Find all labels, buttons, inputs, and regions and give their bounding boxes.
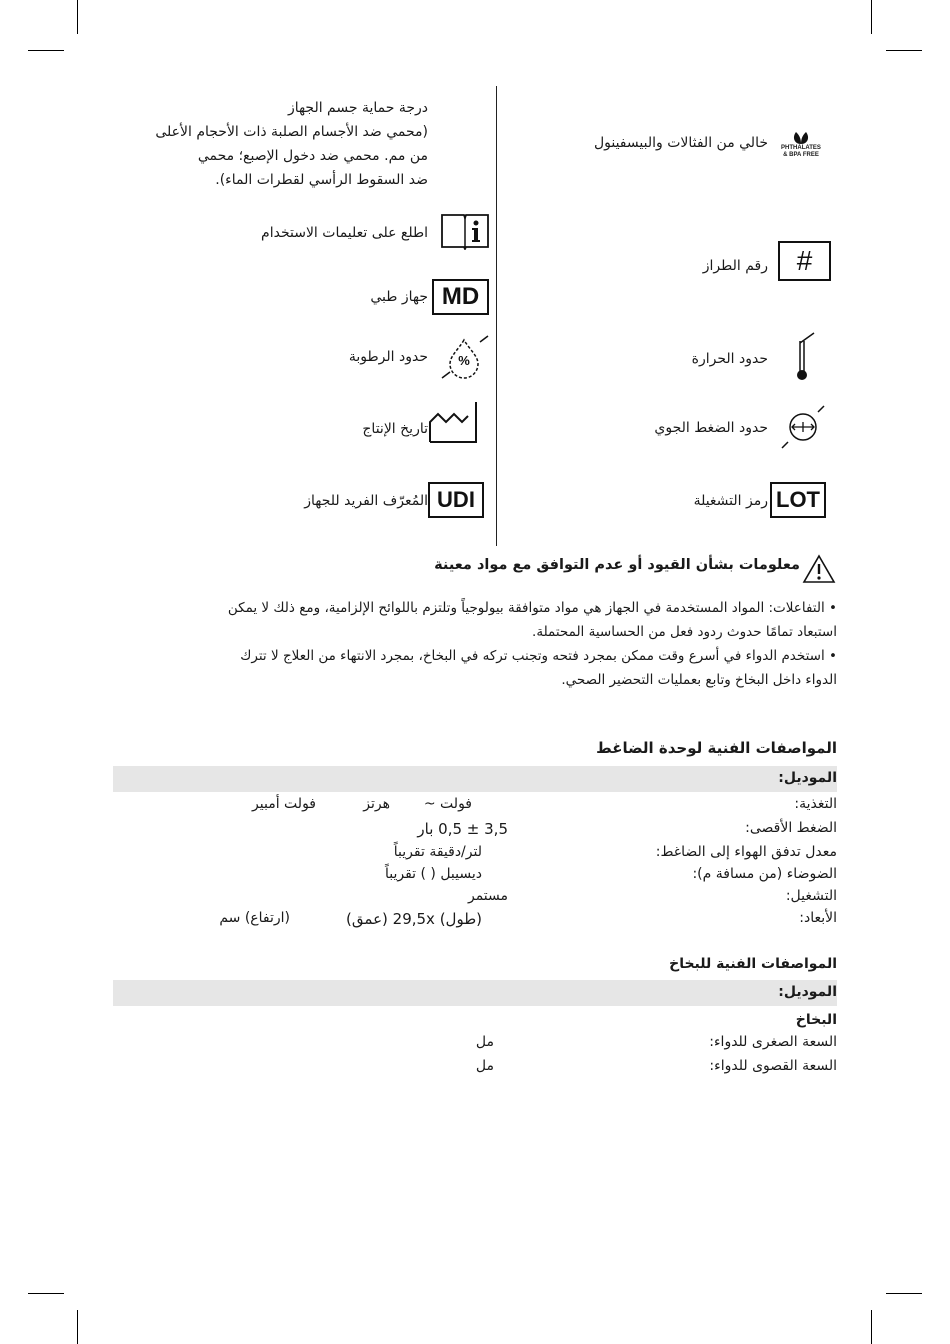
spec-value: (طول) 29,5x (عمق) xyxy=(346,910,482,928)
spec-value: مل xyxy=(475,1058,494,1074)
model-number-label: رقم الطراز xyxy=(702,258,768,274)
medical-device-label: جهاز طبي xyxy=(370,289,428,305)
spec-label: الضوضاء (من مسافة م): xyxy=(692,866,837,882)
manufacture-date-icon xyxy=(428,400,478,446)
nebulizer-subtitle: البخاخ xyxy=(795,1012,837,1028)
svg-text:%: % xyxy=(458,353,470,368)
compressor-specs-title: المواصفات الفنية لوحدة الضاغط xyxy=(596,739,837,757)
crop-mark xyxy=(871,0,872,34)
udi-icon: UDI xyxy=(428,482,484,518)
instructions-icon xyxy=(440,212,490,250)
warning-bullet-line: • التفاعلات: المواد المستخدمة في الجهاز هي مواد متوافقة بيولوجياً وتلتزم باللوائح الإلزامية، ومع ذلك لا يمكن xyxy=(227,600,837,616)
warning-icon xyxy=(802,554,836,584)
phthalates-free-icon xyxy=(776,126,826,162)
spec-label: الأبعاد: xyxy=(799,910,837,926)
warning-bullets xyxy=(113,596,837,692)
crop-mark xyxy=(886,50,922,51)
medical-device-icon: MD xyxy=(432,279,489,315)
temperature-limit-label: حدود الحرارة xyxy=(691,351,768,367)
nebulizer-specs-title: المواصفات الفنية للبخاخ xyxy=(669,956,837,972)
ip-rating-line: ضد السقوط الرأسي لقطرات الماء). xyxy=(215,172,428,188)
instructions-label: اطلع على تعليمات الاستخدام xyxy=(261,225,428,241)
spec-value: فولت أمبير xyxy=(252,796,316,812)
spec-label: الضغط الأقصى: xyxy=(745,820,837,836)
spec-value: لتر/دقيقة تقريباً xyxy=(393,844,482,860)
spec-value: مستمر xyxy=(467,888,508,904)
crop-mark xyxy=(871,1310,872,1344)
spec-value: ديسيبل ( ) تقريباً xyxy=(384,866,482,882)
manufacture-date-label: تاريخ الإنتاج xyxy=(362,421,428,437)
warning-bullet-line: استبعاد تمامًا حدوث ردود فعل من الحساسية المحتملة. xyxy=(532,624,837,640)
lot-label: رمز التشغيلة xyxy=(693,493,768,509)
spec-label: السعة القصوى للدواء: xyxy=(709,1058,837,1074)
warning-bullet-line: • استخدم الدواء في أسرع وقت ممكن بمجرد فتحه وتجنب تركه في البخاخ، بمجرد الانتهاء من العلاج لا تترك xyxy=(240,648,837,664)
spec-value: مل xyxy=(475,1034,494,1050)
spec-value: هرتز xyxy=(363,796,390,812)
nebulizer-model-band xyxy=(113,980,837,1006)
column-divider xyxy=(496,86,497,546)
pressure-limit-icon xyxy=(780,404,826,450)
crop-mark xyxy=(28,1293,64,1294)
humidity-limit-icon xyxy=(440,334,490,380)
ip-rating-line: (محمي ضد الأجسام الصلبة ذات الأحجام الأعلى xyxy=(155,124,428,140)
ip-rating-line: من مم. محمي ضد دخول الإصبع؛ محمي xyxy=(197,148,428,164)
crop-mark xyxy=(77,1310,78,1344)
warning-title: معلومات بشأن القيود أو عدم التوافق مع مواد معينة xyxy=(434,557,800,573)
spec-label: معدل تدفق الهواء إلى الضاغط: xyxy=(655,844,837,860)
spec-label: التشغيل: xyxy=(785,888,837,904)
model-number-icon: # xyxy=(778,241,831,281)
phthalates-free-glyph: & BPA FREE xyxy=(783,152,819,158)
crop-mark xyxy=(28,50,64,51)
humidity-limit-label: حدود الرطوبة xyxy=(348,349,428,365)
spec-value: 3,5 ± 0,5 بار xyxy=(417,820,508,838)
udi-label: المُعرّف الفريد للجهاز xyxy=(304,493,428,509)
spec-value: فولت ~ xyxy=(423,796,472,812)
compressor-model-label: الموديل: xyxy=(778,770,837,786)
crop-mark xyxy=(77,0,78,34)
spec-value: (ارتفاع) سم xyxy=(219,910,290,926)
nebulizer-model-label: الموديل: xyxy=(778,984,837,1000)
phthalates-free-label: خالي من الفثالات والبيسفينول xyxy=(593,135,768,151)
phthalates-free-glyph: PHTHALATES xyxy=(781,145,821,151)
compressor-model-band xyxy=(113,766,837,792)
warning-bullet-line: الدواء داخل البخاخ وتابع بعمليات التحضير الصحي. xyxy=(561,672,837,688)
lot-icon: LOT xyxy=(770,482,826,518)
spec-label: التغذية: xyxy=(794,796,837,812)
pressure-limit-label: حدود الضغط الجوي xyxy=(654,420,768,436)
ip-rating-line: درجة حماية جسم الجهاز xyxy=(287,100,428,116)
crop-mark xyxy=(886,1293,922,1294)
ip-rating-text xyxy=(108,96,428,192)
spec-label: السعة الصغرى للدواء: xyxy=(709,1034,837,1050)
temperature-limit-icon xyxy=(786,331,822,383)
